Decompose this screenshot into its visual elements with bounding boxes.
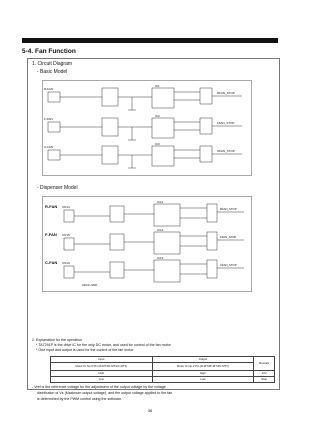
- table-header-output: Output: [152, 357, 254, 363]
- basic-fan-label-1: R-FAN: [44, 87, 53, 91]
- dispenser-fan-label-3: C-FAN: [45, 260, 58, 265]
- table-subheader-output: Motor IC No.2 Pin (R-MT3/F-MT3/C-MT1): [152, 363, 254, 371]
- basic-fan-label-3: C-FAN: [44, 145, 53, 149]
- table-header-remark: Remark: [254, 357, 275, 371]
- basic-ic-label-1: IC1: [155, 84, 160, 88]
- dispenser-fan-label-2: F-FAN: [45, 232, 57, 237]
- basic-fan-label-2: F-FAN: [44, 117, 53, 121]
- basic-model-label: - Basic Model: [37, 69, 68, 75]
- table-cell: 13V: [254, 371, 275, 377]
- table-header-input: Input: [51, 357, 153, 363]
- dispenser-misc-label: ADC0~GND: [82, 283, 98, 287]
- note-line-1: - Vref is the reference voltage for the adjustment of the output voltage by the voltage: [32, 385, 166, 389]
- operation-table: [50, 356, 275, 383]
- header-rule: [22, 38, 278, 43]
- basic-ic-label-3: IC3: [155, 142, 160, 146]
- explanation-bullet-1: * TA7291P is the drive IC for the only DC motor, and used for control of the fan motor: [36, 343, 171, 347]
- dispenser-ic-2: IC12: [157, 228, 164, 232]
- table-cell: High: [51, 371, 153, 377]
- table-subheader-input: Motor IC No.5 Pin (R-MT3/F-MT3/C-MT1): [51, 363, 153, 371]
- dispenser-connector-2: CN15: [62, 233, 70, 237]
- dispenser-out-2: FFAN_STOP: [220, 235, 237, 239]
- basic-out-label-3: CFAN_STOP: [217, 149, 235, 153]
- basic-ic-label-2: IC2: [155, 114, 160, 118]
- table-cell: Low: [51, 377, 153, 383]
- dispenser-ic-1: IC11: [157, 200, 164, 204]
- dispenser-model-label: - Dispenser Model: [37, 185, 78, 191]
- dispenser-fan-label-1: R-FAN: [45, 204, 58, 209]
- dispenser-connector-1: CN14: [62, 205, 70, 209]
- explanation-bullet-2: * One input and output is used for the control of the fan motor: [36, 348, 134, 352]
- dispenser-connector-3: CN13: [62, 261, 70, 265]
- dispenser-out-3: CFAN_STOP: [220, 263, 237, 267]
- note-line-3: is determined by the PWM control using the software.: [37, 397, 123, 401]
- page-number: 36: [147, 408, 153, 413]
- basic-out-label-1: RFAN_STOP: [217, 91, 235, 95]
- table-cell: High: [152, 371, 254, 377]
- circuit-heading: 1. Circuit Diagram: [32, 61, 73, 67]
- section-title: 5-4. Fan Function: [22, 48, 76, 55]
- explanation-heading: 2. Explanation for the operation: [32, 338, 82, 342]
- dispenser-model-schematic: [42, 196, 252, 292]
- basic-out-label-2: FFAN_STOP: [217, 121, 235, 125]
- note-line-2: distribution of Vs (Maximum output voltage), and the output voltage applied to the fan: [37, 391, 173, 395]
- dispenser-out-1: RFAN_STOP: [220, 207, 237, 211]
- dispenser-ic-3: IC13: [157, 256, 164, 260]
- basic-model-schematic: [42, 80, 252, 176]
- table-cell: Low: [152, 377, 254, 383]
- table-cell: Stop: [254, 377, 275, 383]
- table-row: [51, 377, 275, 383]
